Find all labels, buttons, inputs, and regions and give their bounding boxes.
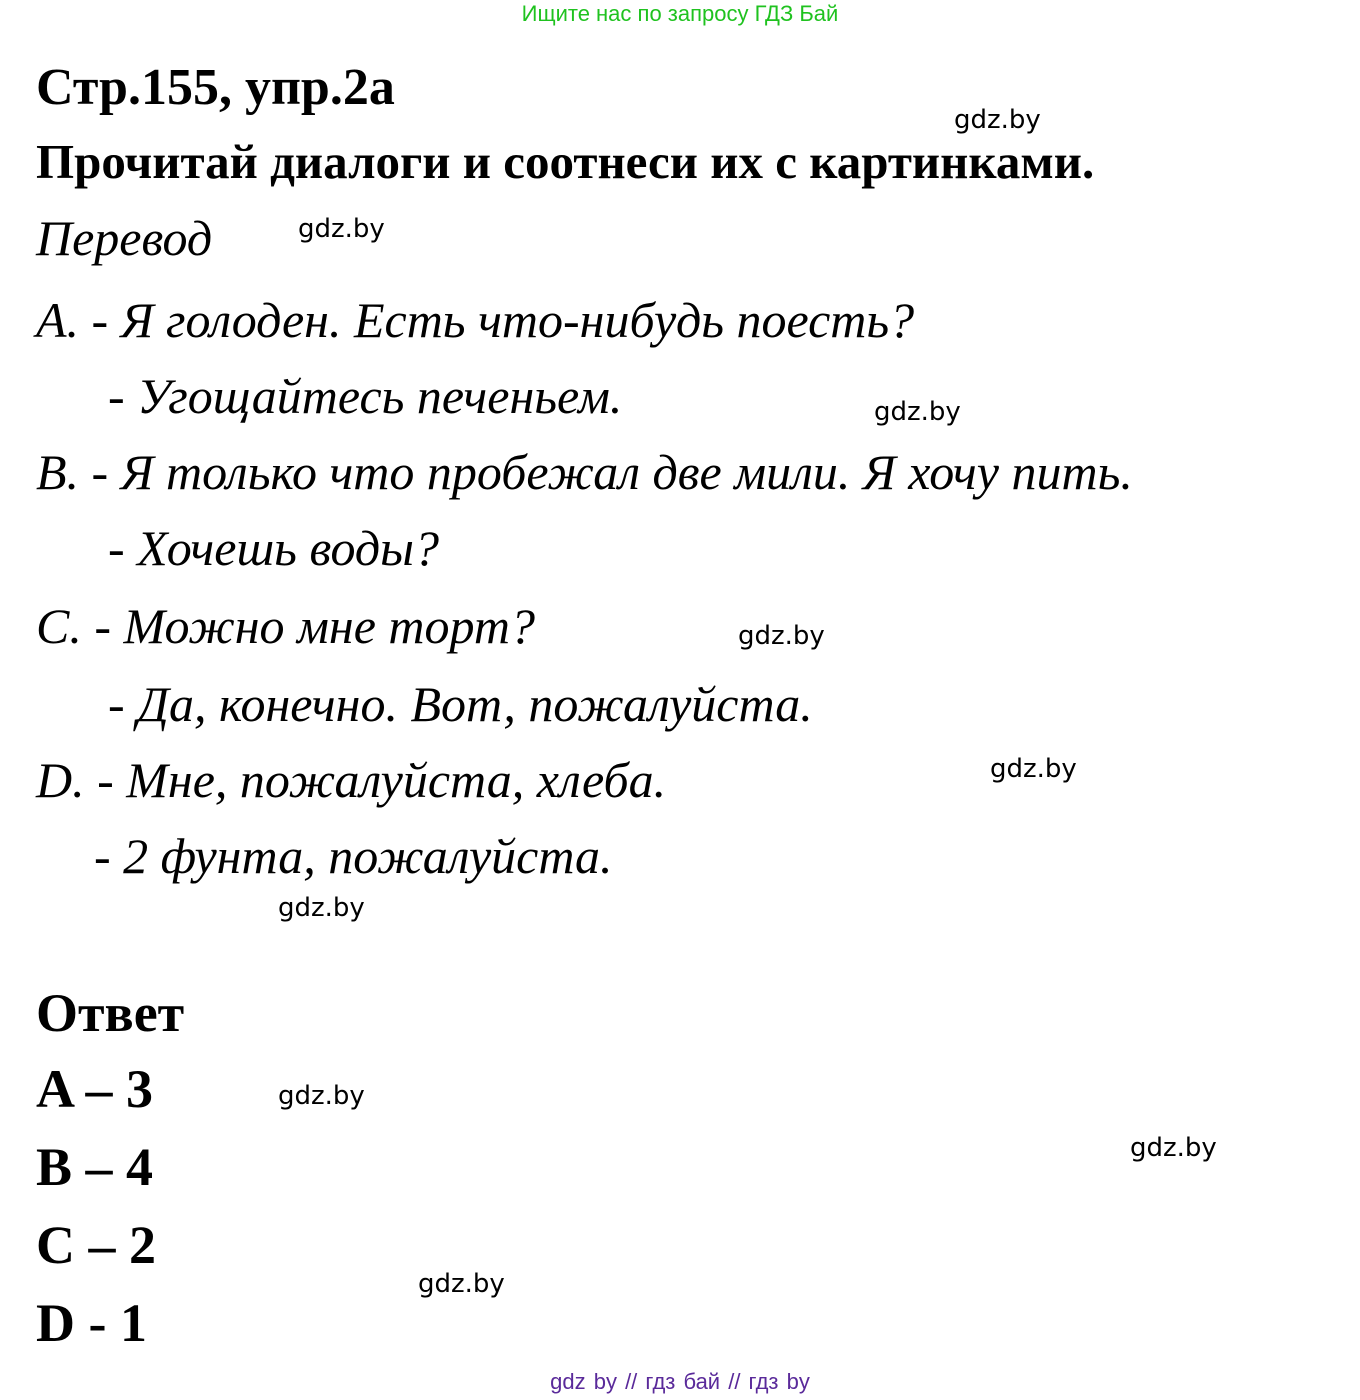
dialogue-d-line-1: D. - Мне, пожалуйста, хлеба. [36,752,667,808]
dialogue-b-line-2: - Хочешь воды? [108,520,439,576]
top-banner: Ищите нас по запросу ГДЗ Бай [521,1,839,26]
dialogue-c-line-1: C. - Можно мне торт? [36,598,535,654]
footer-links: gdz by // гдз бай // гдз by [550,1369,810,1394]
watermark: gdz.by [278,893,365,923]
watermark: gdz.by [278,1081,365,1111]
dialogue-b-line-1: B. - Я только что пробежал две мили. Я хочу пить. [36,444,1133,500]
watermark: gdz.by [298,214,385,244]
exercise-instruction: Прочитай диалоги и соотнеси их с картинками. [36,134,1095,189]
answer-heading: Ответ [36,983,185,1043]
watermark: gdz.by [738,621,825,651]
dialogue-c-line-2: - Да, конечно. Вот, пожалуйста. [108,676,813,732]
answer-item-d: D - 1 [36,1293,147,1353]
translation-label: Перевод [36,210,213,266]
page-title: Стр.155, упр.2a [36,59,395,116]
watermark: gdz.by [1130,1133,1217,1163]
dialogue-a-line-1: A. - Я голоден. Есть что-нибудь поесть? [36,292,915,348]
watermark: gdz.by [874,397,961,427]
dialogue-d-line-2: - 2 фунта, пожалуйста. [94,828,613,884]
watermark: gdz.by [954,105,1041,135]
answer-item-b: B – 4 [36,1137,154,1197]
dialogue-a-line-2: - Угощайтесь печеньем. [108,368,623,424]
answer-item-c: C – 2 [36,1215,156,1275]
watermark: gdz.by [418,1269,505,1299]
watermark: gdz.by [990,754,1077,784]
answer-item-a: A – 3 [36,1059,154,1119]
